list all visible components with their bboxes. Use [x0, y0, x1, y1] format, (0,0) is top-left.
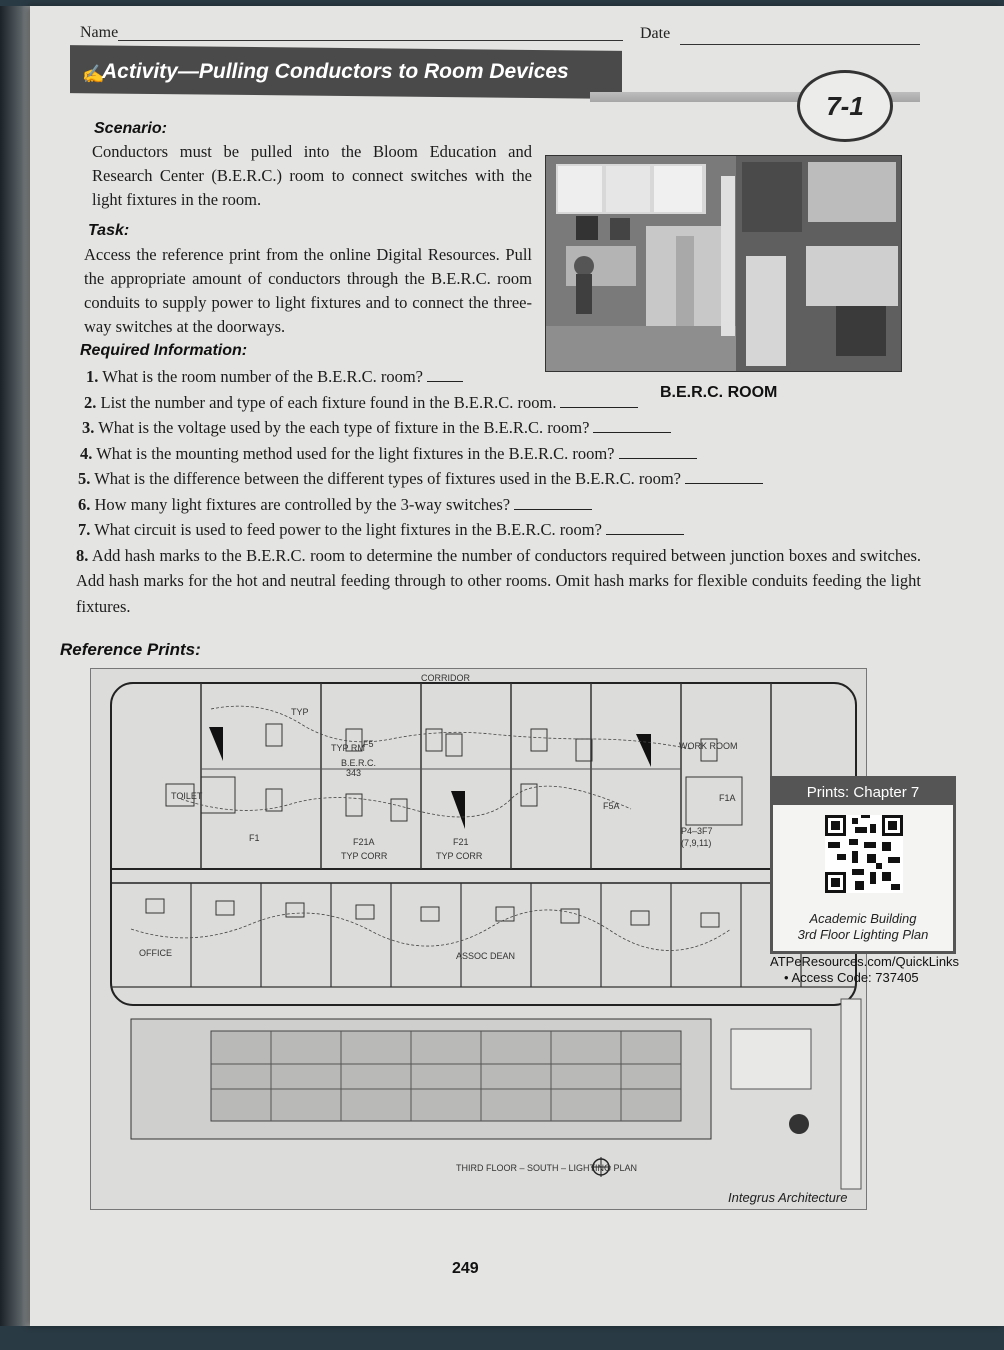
- label-typ-rm: TYP RM: [331, 743, 365, 753]
- answer-blank[interactable]: [560, 393, 638, 408]
- question-text: What circuit is used to feed power to the light fixtures in the B.E.R.C. room?: [94, 520, 602, 539]
- name-label: Name: [80, 24, 119, 41]
- question-4: 4. What is the mounting method used for the light fixtures in the B.E.R.C. room?: [80, 441, 920, 467]
- label-room-number: 343: [346, 768, 362, 778]
- page-number: 249: [452, 1260, 479, 1277]
- answer-blank[interactable]: [685, 469, 763, 484]
- question-list: [76, 364, 921, 619]
- answer-blank[interactable]: [427, 367, 463, 382]
- photo-caption: B.E.R.C. ROOM: [660, 384, 778, 401]
- label-typ-corr-1: TYP CORR: [341, 851, 388, 861]
- answer-blank[interactable]: [514, 495, 592, 510]
- reference-prints-heading: Reference Prints:: [60, 640, 201, 659]
- label-plan-title: THIRD FLOOR – SOUTH – LIGHTING PLAN: [456, 1163, 638, 1173]
- qr-panel-header: Prints: Chapter 7: [773, 779, 953, 805]
- label-assoc-dean: ASSOC DEAN: [456, 951, 516, 961]
- berc-room-photo: [545, 155, 902, 372]
- book-gutter: [0, 6, 30, 1326]
- activity-title: Activity—Pulling Conductors to Room Devices: [102, 60, 569, 83]
- question-text: What is the mounting method used for the light fixtures in the B.E.R.C. room?: [96, 443, 615, 463]
- task-text: Access the reference print from the online Digital Resources. Pull the appropriate amount of conductors through the B.E.R.C. room conduits to supply power to light fixtures and to connect the three-way switches at the doorways.: [84, 245, 532, 336]
- name-blank: [118, 40, 623, 41]
- label-circuits: (7,9,11): [681, 838, 712, 848]
- required-info-heading: Required Information:: [80, 342, 248, 359]
- qr-panel[interactable]: [770, 776, 956, 954]
- label-panel: P4–3F7: [681, 826, 713, 836]
- label-work-room: WORK ROOM: [679, 741, 738, 751]
- qr-code-icon[interactable]: [825, 815, 903, 893]
- question-text: What is the room number of the B.E.R.C. room?: [102, 367, 423, 386]
- question-text: What is the voltage used by the each type of fixture in the B.E.R.C. room?: [98, 418, 590, 437]
- qr-caption: Academic Building 3rd Floor Lighting Plan: [797, 911, 929, 942]
- answer-blank[interactable]: [619, 444, 697, 459]
- question-7: 7. What circuit is used to feed power to the light fixtures in the B.E.R.C. room?: [78, 517, 918, 543]
- label-toilet: TOILET: [171, 791, 203, 801]
- question-1: 1. What is the room number of the B.E.R.C. room?: [86, 364, 556, 390]
- label-berc: B.E.R.C.: [341, 758, 377, 768]
- question-2: 2. List the number and type of each fixture found in the B.E.R.C. room.: [84, 390, 924, 416]
- date-label: Date: [640, 25, 671, 42]
- question-text: How many light fixtures are controlled by the 3-way switches?: [94, 494, 511, 514]
- label-f21: F21: [453, 837, 469, 847]
- lighting-plan-print: [90, 668, 867, 1210]
- scenario-text: Conductors must be pulled into the Bloom Education and Research Center (B.E.R.C.) room to connect switches with the light fixtures in the room.: [92, 142, 532, 209]
- label-f1: F1: [249, 833, 260, 843]
- quicklinks-info: [770, 954, 980, 986]
- label-f5a: F5A: [603, 801, 620, 811]
- question-text: Add hash marks to the B.E.R.C. room to determine the number of conductors required between junction boxes and switches. Add hash marks for the hot and neutral feeding through to other rooms. Omit hash marks for flexible conduits feeding the light fixtures.: [76, 545, 921, 616]
- label-f1a: F1A: [719, 793, 736, 803]
- question-8: 8. Add hash marks to the B.E.R.C. room to determine the number of conductors required between junction boxes and switches. Add hash marks for the hot and neutral feeding through to other rooms. Omit hash marks for flexible conduits feeding the light fixtures.: [76, 545, 921, 616]
- question-6: 6. How many light fixtures are controlled by the 3-way switches?: [78, 492, 918, 518]
- access-code: • Access Code: 737405: [784, 970, 919, 985]
- pencil-icon: ✍: [82, 64, 105, 84]
- label-office: OFFICE: [139, 948, 172, 958]
- question-text: List the number and type of each fixture found in the B.E.R.C. room.: [100, 392, 557, 412]
- scenario-heading: Scenario:: [94, 120, 167, 137]
- question-3: 3. What is the voltage used by the each type of fixture in the B.E.R.C. room?: [82, 415, 922, 441]
- date-blank: [680, 44, 920, 45]
- answer-blank[interactable]: [606, 520, 684, 535]
- label-typ-corr-2: TYP CORR: [436, 851, 483, 861]
- task-heading: Task:: [88, 222, 130, 239]
- quicklinks-url[interactable]: ATPeResources.com/QuickLinks: [770, 954, 960, 969]
- print-credit: Integrus Architecture: [728, 1190, 848, 1205]
- label-f21a: F21A: [353, 837, 375, 847]
- chapter-badge: 7-1: [797, 70, 893, 142]
- question-text: What is the difference between the different types of fixtures used in the B.E.R.C. room?: [94, 469, 682, 488]
- label-corridor: CORRIDOR: [421, 673, 470, 683]
- question-5: 5. What is the difference between the different types of fixtures used in the B.E.R.C. room?: [78, 466, 918, 492]
- answer-blank[interactable]: [593, 418, 671, 433]
- label-f5: F5: [363, 739, 374, 749]
- label-typ: TYP: [291, 707, 309, 717]
